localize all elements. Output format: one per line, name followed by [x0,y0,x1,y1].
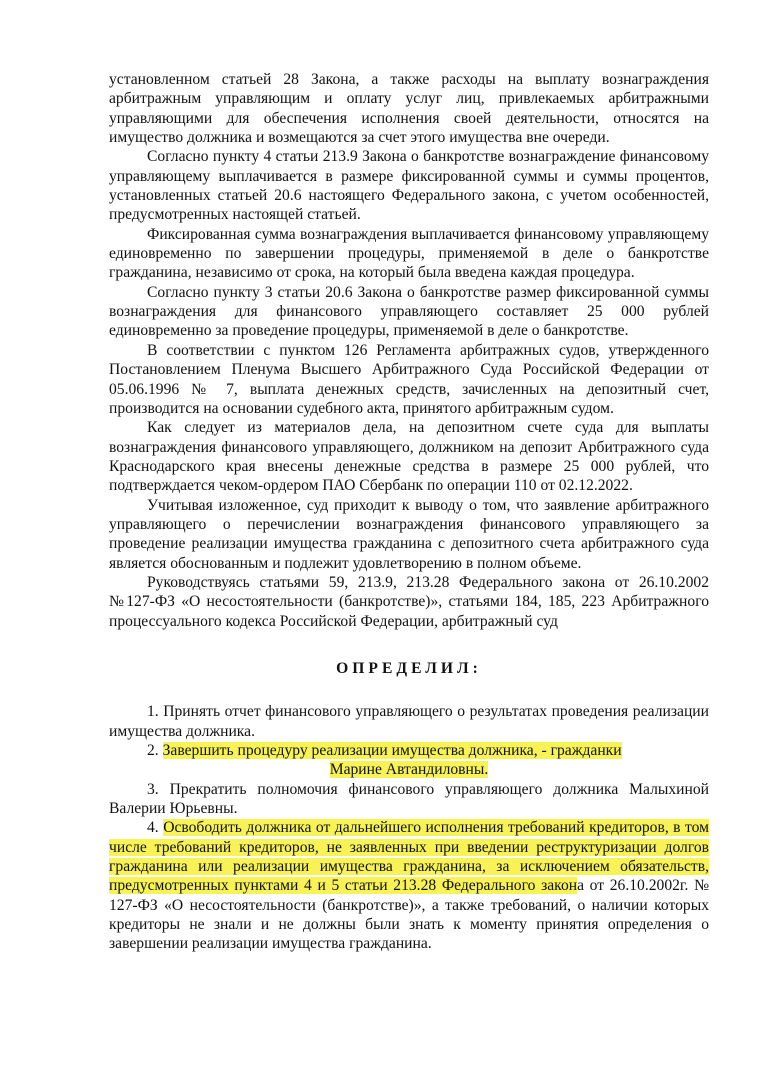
ruling-item-4-highlighted: Освободить должника от дальнейшего исполнения требований кредиторов, в том числе требований кредиторов, не заявленных при введении реструктуризации долгов гражданина или реализации имущества гражданина, за исключением обязательств, предусмотренных пунктами 4 и 5 статьи 213.28 Федерального закон [109,819,709,895]
document-body [109,70,709,954]
paragraph-fee-rule: Согласно пункту 4 статьи 213.9 Закона о банкротстве вознаграждение финансовому управляющему выплачивается в размере фиксированной суммы и суммы процентов, установленных статьей 20.6 настоящего Федерального закона, с учетом особенностей, предусмотренных настоящей статьей. [109,148,709,224]
ruling-item-2-continuation [109,760,709,779]
ruling-item-1: 1. Принять отчет финансового управляющего о результатах проведения реализации имущества должника. [109,703,709,740]
debtor-name: Марине Автандиловны. [329,761,489,779]
paragraph-regulation: В соответствии с пунктом 126 Регламента арбитражных судов, утвержденного Постановлением Пленума Высшего Арбитражного Суда Российской Федерации от 05.06.1996 № 7, выплата денежных средств, зачисленных на депозитный счет, производится на основании судебного акта, принятого арбитражным судом. [109,341,709,417]
paragraph-fixed-sum: Фиксированная сумма вознаграждения выплачивается финансовому управляющему единовременно по завершении процедуры, применяемой в деле о банкротстве гражданина, независимо от срока, на который была введена каждая процедура. [109,225,709,282]
paragraph-legal-basis: Руководствуясь статьями 59, 213.9, 213.28 Федерального закона от 26.10.2002 №127-ФЗ «О несостоятельности (банкротстве)», статьями 184, 185, 223 Арбитражного процессуального кодекса Российской Федерации, арбитражный суд [109,573,709,630]
ruling-heading: ОПРЕДЕЛИЛ: [336,659,482,677]
ruling-item-4 [109,818,709,953]
ruling-item-2 [109,741,709,760]
paragraph-expenses: установленном статьей 28 Закона, а также расходы на выплату вознаграждения арбитражным управляющим и оплату услуг лиц, привлекаемых арбитражными управляющими для обеспечения исполнения своей деятельности, относятся на имущество должника и возмещаются за счет этого имущества вне очереди. [109,71,709,147]
ruling-item-4-number: 4. [147,819,159,837]
ruling-item-2-number: 2. [147,742,159,759]
ruling-item-2-text: Завершить процедуру реализации имущества должника, - гражданки [162,742,622,759]
paragraph-fee-amount: Согласно пункту 3 статьи 20.6 Закона о банкротстве размер фиксированной суммы вознаграждения для финансового управляющего составляет 25 000 рублей единовременно за проведение процедуры, применяемой в деле о банкротстве. [109,283,709,340]
ruling-item-4-rest: а от 26.10.2002г. № 127-ФЗ «О несостоятельности (банкротстве)», а также требований, о наличии которых кредиторы не знали и не должны были знать к моменту принятия определения о завершении реализации имущества гражданина. [109,877,709,953]
ruling-item-3: 3. Прекратить полномочия финансового управляющего должника Малыхиной Валерии Юрьевны. [109,780,709,818]
paragraph-conclusion: Учитывая изложенное, суд приходит к выводу о том, что заявление арбитражного управляющего о перечислении вознаграждения финансового управляющего за проведение реализации имущества гражданина с депозитного счета арбитражного суда является обоснованным и подлежит удовлетворению в полном объеме. [109,496,709,572]
paragraph-deposit: Как следует из материалов дела, на депозитном счете суда для выплаты вознаграждения финансового управляющего, должником на депозит Арбитражного суда Краснодарского края внесены денежные средства в размере 25 000 рублей, что подтверждается чеком-ордером ПАО Сбербанк по операции 110 от 02.12.2022. [109,419,709,495]
